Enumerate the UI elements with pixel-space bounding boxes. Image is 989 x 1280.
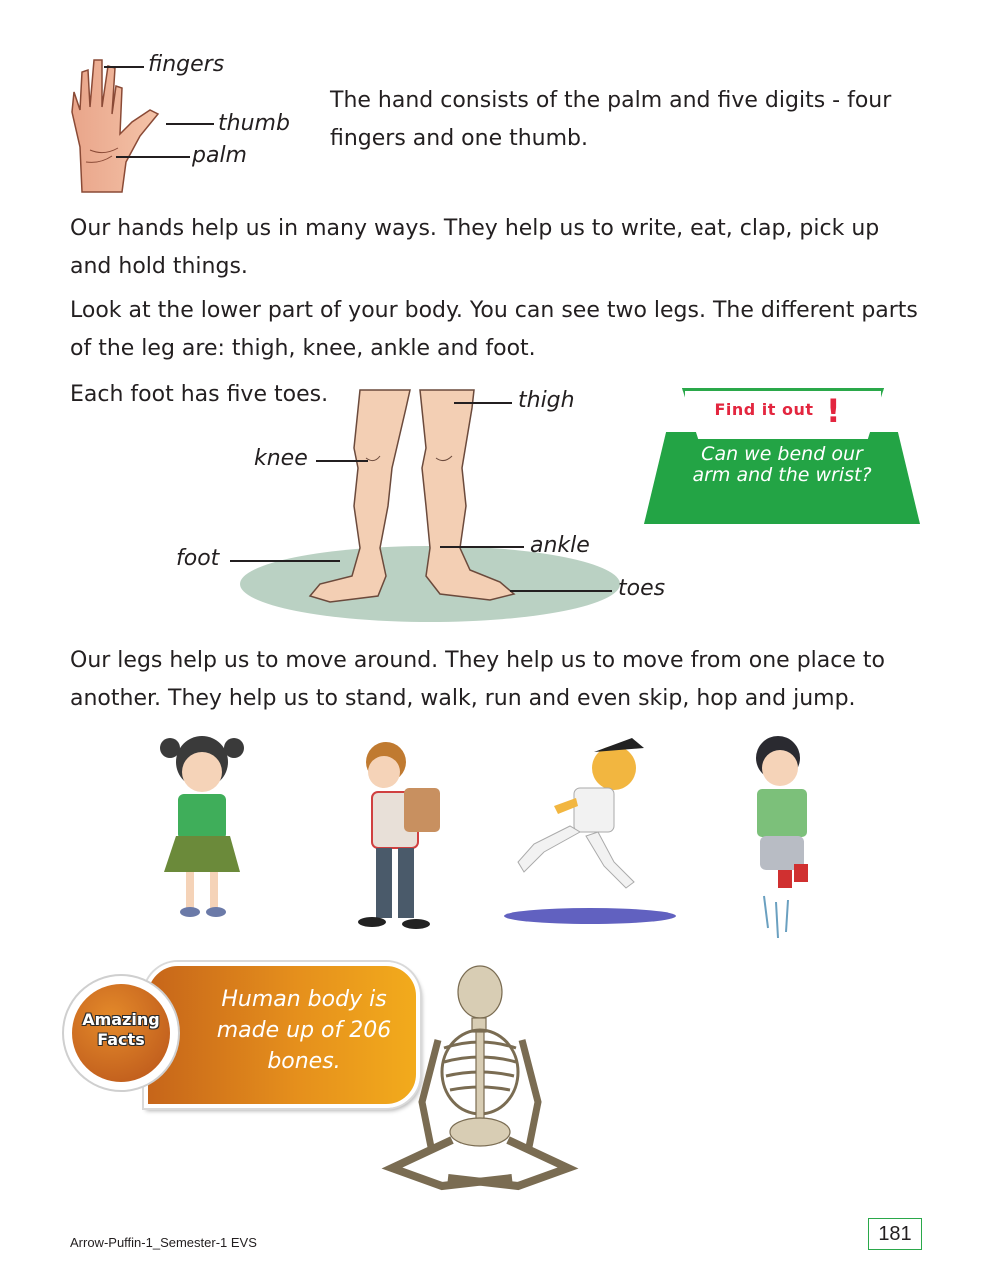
- foot-pointer: [230, 560, 340, 562]
- amazing-facts-title: [64, 1010, 178, 1050]
- knee-label: knee: [254, 446, 308, 471]
- amazing-facts-title-line1: Amazing: [82, 1010, 160, 1029]
- thigh-pointer: [454, 402, 512, 404]
- exclamation-icon: !: [826, 392, 841, 430]
- toes-label: toes: [618, 576, 666, 601]
- find-it-out-question: Can we bend our arm and the wrist?: [692, 443, 872, 486]
- ankle-label: ankle: [530, 533, 590, 558]
- skeleton-illustration: [372, 962, 582, 1200]
- toes-pointer: [510, 590, 612, 592]
- girl-standing-illustration: [150, 732, 300, 942]
- amazing-facts-badge: [64, 976, 178, 1090]
- page-number: 181: [868, 1218, 922, 1250]
- toes-paragraph: Each foot has five toes.: [70, 382, 329, 407]
- lower-body-paragraph: Look at the lower part of your body. You can see two legs. The different parts of the leg are: thigh, knee, ankle and foot.: [70, 298, 918, 361]
- thigh-label: thigh: [518, 388, 575, 413]
- palm-label: palm: [192, 143, 247, 168]
- hands-use-paragraph: Our hands help us in many ways. They help us to write, eat, clap, pick up and hold things.: [70, 216, 880, 279]
- knee-pointer: [316, 460, 368, 462]
- amazing-facts-text: Human body is made up of 206 bones.: [216, 987, 392, 1074]
- legs-illustration: [230, 388, 630, 628]
- palm-pointer: [116, 156, 190, 158]
- find-it-out-title: Find it out: [714, 400, 814, 419]
- boy-walking-illustration: [342, 732, 492, 942]
- ankle-pointer: [440, 546, 524, 548]
- hand-description: The hand consists of the palm and five digits - four fingers and one thumb.: [330, 88, 892, 151]
- thumb-pointer: [166, 123, 214, 125]
- foot-label: foot: [176, 546, 220, 571]
- boy-running-illustration: [494, 732, 684, 942]
- fingers-label: fingers: [148, 52, 225, 77]
- thumb-label: thumb: [218, 111, 290, 136]
- boy-jumping-illustration: [734, 732, 854, 942]
- find-it-out-box: [644, 388, 920, 528]
- footer-book-title: Arrow-Puffin-1_Semester-1 EVS: [70, 1235, 257, 1250]
- amazing-facts-box: [64, 962, 416, 1104]
- amazing-facts-title-line2: Facts: [97, 1030, 145, 1049]
- legs-use-paragraph: Our legs help us to move around. They help us to move from one place to another. They help us to stand, walk, run and even skip, hop and jump.: [70, 648, 885, 711]
- fingers-pointer: [104, 66, 144, 68]
